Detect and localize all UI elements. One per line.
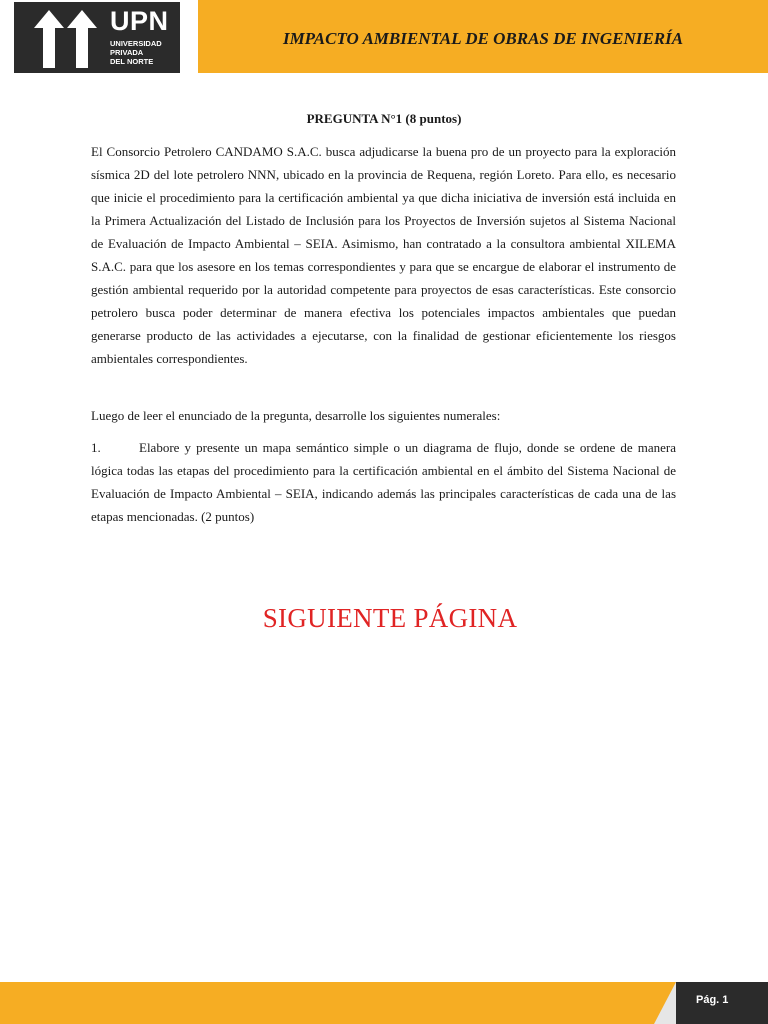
course-title: IMPACTO AMBIENTAL DE OBRAS DE INGENIERÍA bbox=[282, 29, 684, 48]
footer-banner bbox=[0, 982, 768, 1024]
upn-logo-arrows-icon bbox=[32, 10, 102, 68]
item-number: 1. bbox=[91, 440, 101, 455]
numbered-item-1 bbox=[91, 436, 676, 528]
question-title: PREGUNTA N°1 (8 puntos) bbox=[306, 111, 462, 126]
logo-line-2: PRIVADA bbox=[110, 48, 144, 57]
paragraph-case-description: El Consorcio Petrolero CANDAMO S.A.C. busca adjudicarse la buena pro de un proyecto para la exploración sísmica 2D del lote petrolero NNN, ubicado en la provincia de Requena, región Loreto. Para ello, es necesario que inicie el procedimiento para la certificación ambiental ya que dicha iniciativa de inversión está incluida en la Primera Actualización del Listado de Inclusión para los Proyectos de Inversión sujetos al Sistema Nacional de Evaluación de Impacto Ambiental – SEIA. Asimismo, han contratado a la consultora ambiental XILEMA S.A.C. para que los asesore en los temas correspondientes y para que se encargue de elaborar el instrumento de gestión ambiental requerido por la autoridad competente para proyectos de esas características. Este consorcio petrolero busca poder determinar de manera efectiva los potenciales impactos ambientales que puedan generarse producto de las actividades a ejecutarse, con la finalidad de gestionar eficientemente los riesgos ambientales correspondientes. bbox=[91, 144, 676, 366]
footer-divider-shape bbox=[654, 982, 676, 1024]
header-banner bbox=[198, 0, 768, 73]
logo-university-name bbox=[110, 39, 162, 66]
logo-line-1: UNIVERSIDAD bbox=[110, 39, 162, 48]
next-page-notice: SIGUIENTE PÁGINA bbox=[262, 603, 518, 633]
page-number-label: Pág. 1 bbox=[696, 994, 729, 1006]
upn-logo bbox=[14, 2, 180, 73]
item-text: Elabore y presente un mapa semántico simple o un diagrama de flujo, donde se ordene de manera lógica todas las etapas del procedimiento para la certificación ambiental en el ámbito del Sistema Nacional de Evaluación de Impacto Ambiental – SEIA, indicando además las principales características de cada una de las etapas mencionadas. (2 puntos) bbox=[91, 440, 676, 524]
header-logo-area bbox=[0, 0, 195, 73]
page-number-box bbox=[676, 982, 768, 1024]
paragraph-instructions: Luego de leer el enunciado de la pregunta, desarrolle los siguientes numerales: bbox=[91, 408, 501, 423]
logo-line-3: DEL NORTE bbox=[110, 57, 154, 66]
logo-acronym: UPN bbox=[110, 6, 169, 36]
